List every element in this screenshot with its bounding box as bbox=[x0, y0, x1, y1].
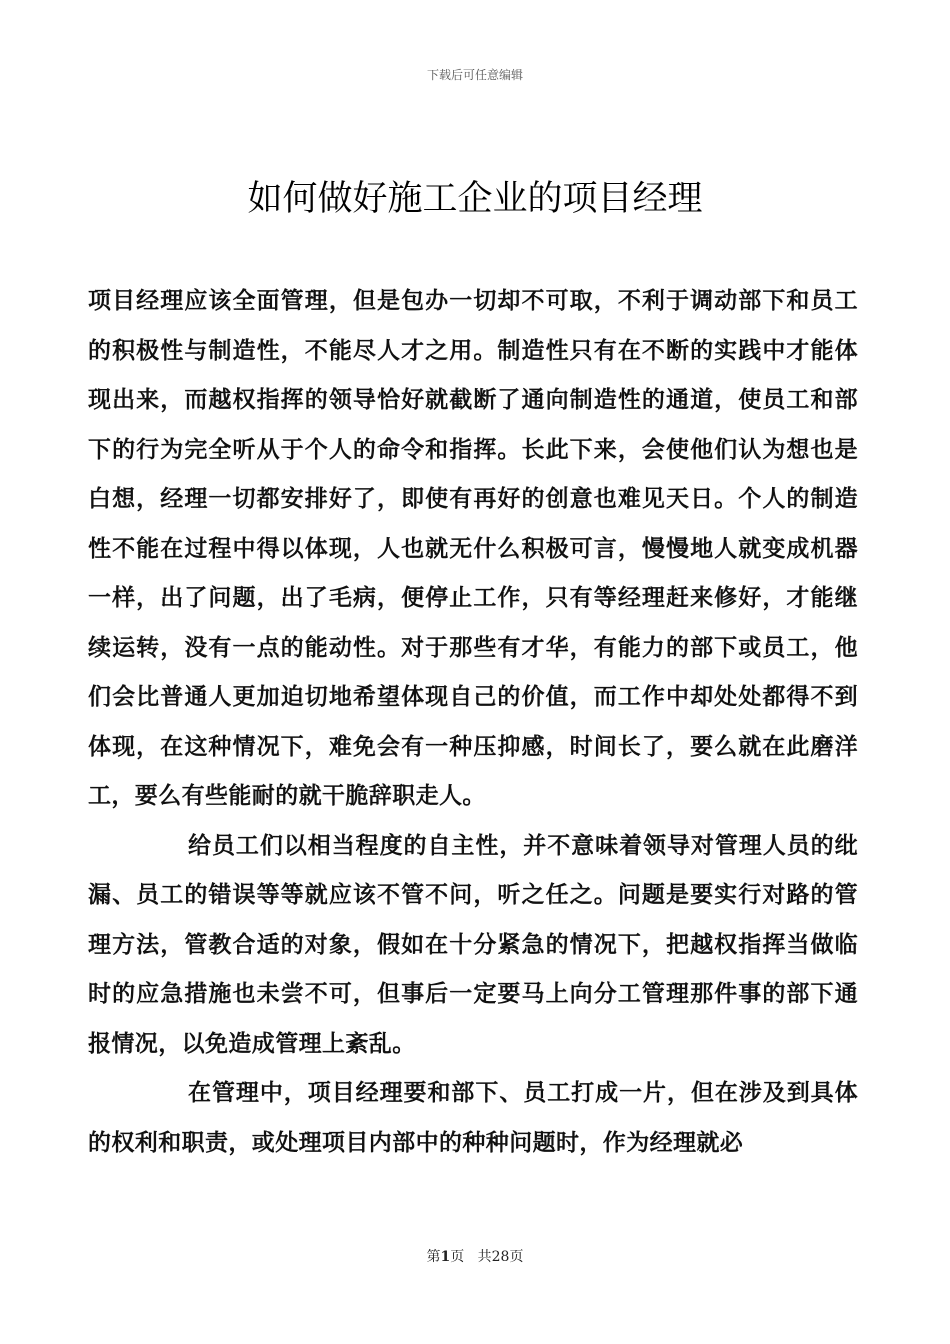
page-footer bbox=[0, 1246, 950, 1266]
page-prefix: 第 bbox=[426, 1249, 441, 1265]
paragraph: 在管理中，项目经理要和部下、员工打成一片，但在涉及到具体的权利和职责，或处理项目内部中的种种问题时，作为经理就必 bbox=[88, 1079, 858, 1156]
total-suffix: 页 bbox=[509, 1249, 524, 1265]
document-title: 如何做好施工企业的项目经理 bbox=[247, 179, 703, 219]
page-suffix: 页 bbox=[450, 1249, 465, 1265]
paragraph: 项目经理应该全面管理，但是包办一切却不可取，不利于调动部下和员工的积极性与制造性，不能尽人才之用。制造性只有在不断的实践中才能体现出来，而越权指挥的领导恰好就截断了通向制造性的通道，使员工和部下的行为完全听从于个人的命令和指挥。长此下来，会使他们认为想也是白想，经理一切都安排好了，即使有再好的创意也难见天日。个人的制造性不能在过程中得以体现，人也就无什么积极可言，慢慢地人就变成机器一样，出了问题，出了毛病，便停止工作，只有等经理赶来修好，才能继续运转，没有一点的能动性。对于那些有才华，有能力的部下或员工，他们会比普通人更加迫切地希望体现自己的价值，而工作中却处处都得不到体现，在这种情况下，难免会有一种压抑感，时间长了，要么就在此磨洋工，要么有些能耐的就干脆辞职走人。 bbox=[88, 287, 858, 809]
page-number: 1 bbox=[440, 1249, 451, 1265]
total-prefix: 共 bbox=[477, 1249, 492, 1265]
header-note: 下载后可任意编辑 bbox=[426, 68, 523, 82]
paragraph: 给员工们以相当程度的自主性，并不意味着领导对管理人员的纰漏、员工的错误等等就应该不管不问，听之任之。问题是要实行对路的管理方法，管教合适的对象，假如在十分紧急的情况下，把越权指挥当做临时的应急措施也未尝不可，但事后一定要马上向分工管理那件事的部下通报情况，以免造成管理上紊乱。 bbox=[88, 831, 858, 1057]
total-pages: 28 bbox=[491, 1249, 510, 1265]
document-body bbox=[88, 276, 858, 1167]
